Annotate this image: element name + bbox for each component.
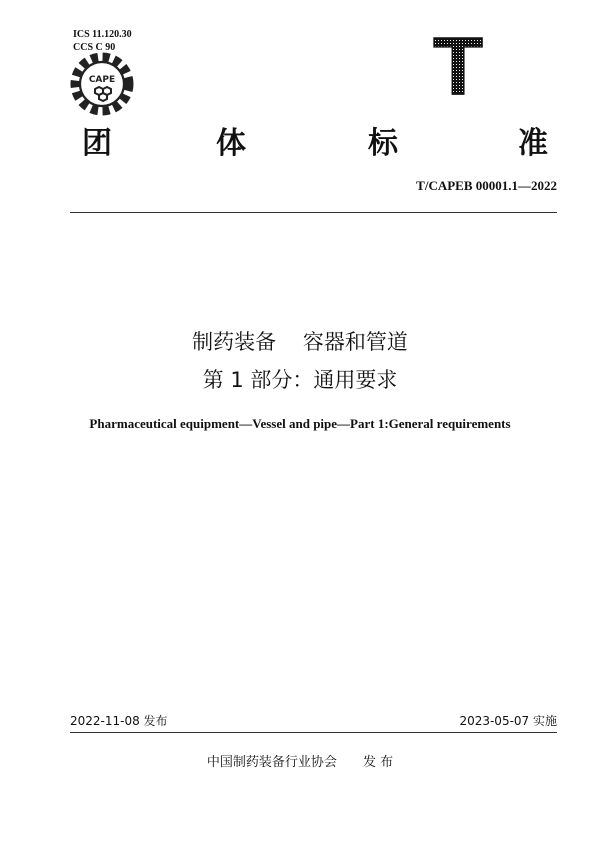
heading-char: 团 bbox=[82, 126, 112, 161]
ics-code: ICS 11.120.30 bbox=[73, 29, 132, 40]
heading-char: 体 bbox=[216, 126, 246, 161]
chinese-title-line-2: 第 1 部分：通用要求 bbox=[202, 368, 398, 392]
top-divider bbox=[70, 212, 557, 213]
implement-date: 2023-05-07 实施 bbox=[459, 714, 557, 728]
classification-codes bbox=[73, 28, 132, 54]
heading-char: 准 bbox=[518, 126, 548, 161]
chinese-title-line-1: 制药装备 容器和管道 bbox=[192, 330, 408, 354]
publish-date: 2022-11-08 发布 bbox=[70, 714, 168, 728]
document-type-heading bbox=[70, 118, 550, 161]
cape-gear-logo bbox=[70, 52, 134, 116]
heading-char: 标 bbox=[368, 126, 398, 161]
standard-type-letter-glyph: T bbox=[432, 30, 484, 100]
publisher-line bbox=[0, 751, 600, 770]
bottom-divider bbox=[70, 732, 557, 733]
ccs-code: CCS C 90 bbox=[73, 42, 116, 53]
english-title: Pharmaceutical equipment—Vessel and pipe—Part 1:General requirements bbox=[89, 416, 511, 431]
publisher-action: 发 布 bbox=[362, 755, 394, 770]
standard-type-letter bbox=[428, 30, 488, 100]
logo-text: CAPE bbox=[88, 75, 116, 85]
publisher-org: 中国制药装备行业协会 bbox=[206, 755, 337, 770]
standard-number: T/CAPEB 00001.1—2022 bbox=[416, 178, 557, 193]
